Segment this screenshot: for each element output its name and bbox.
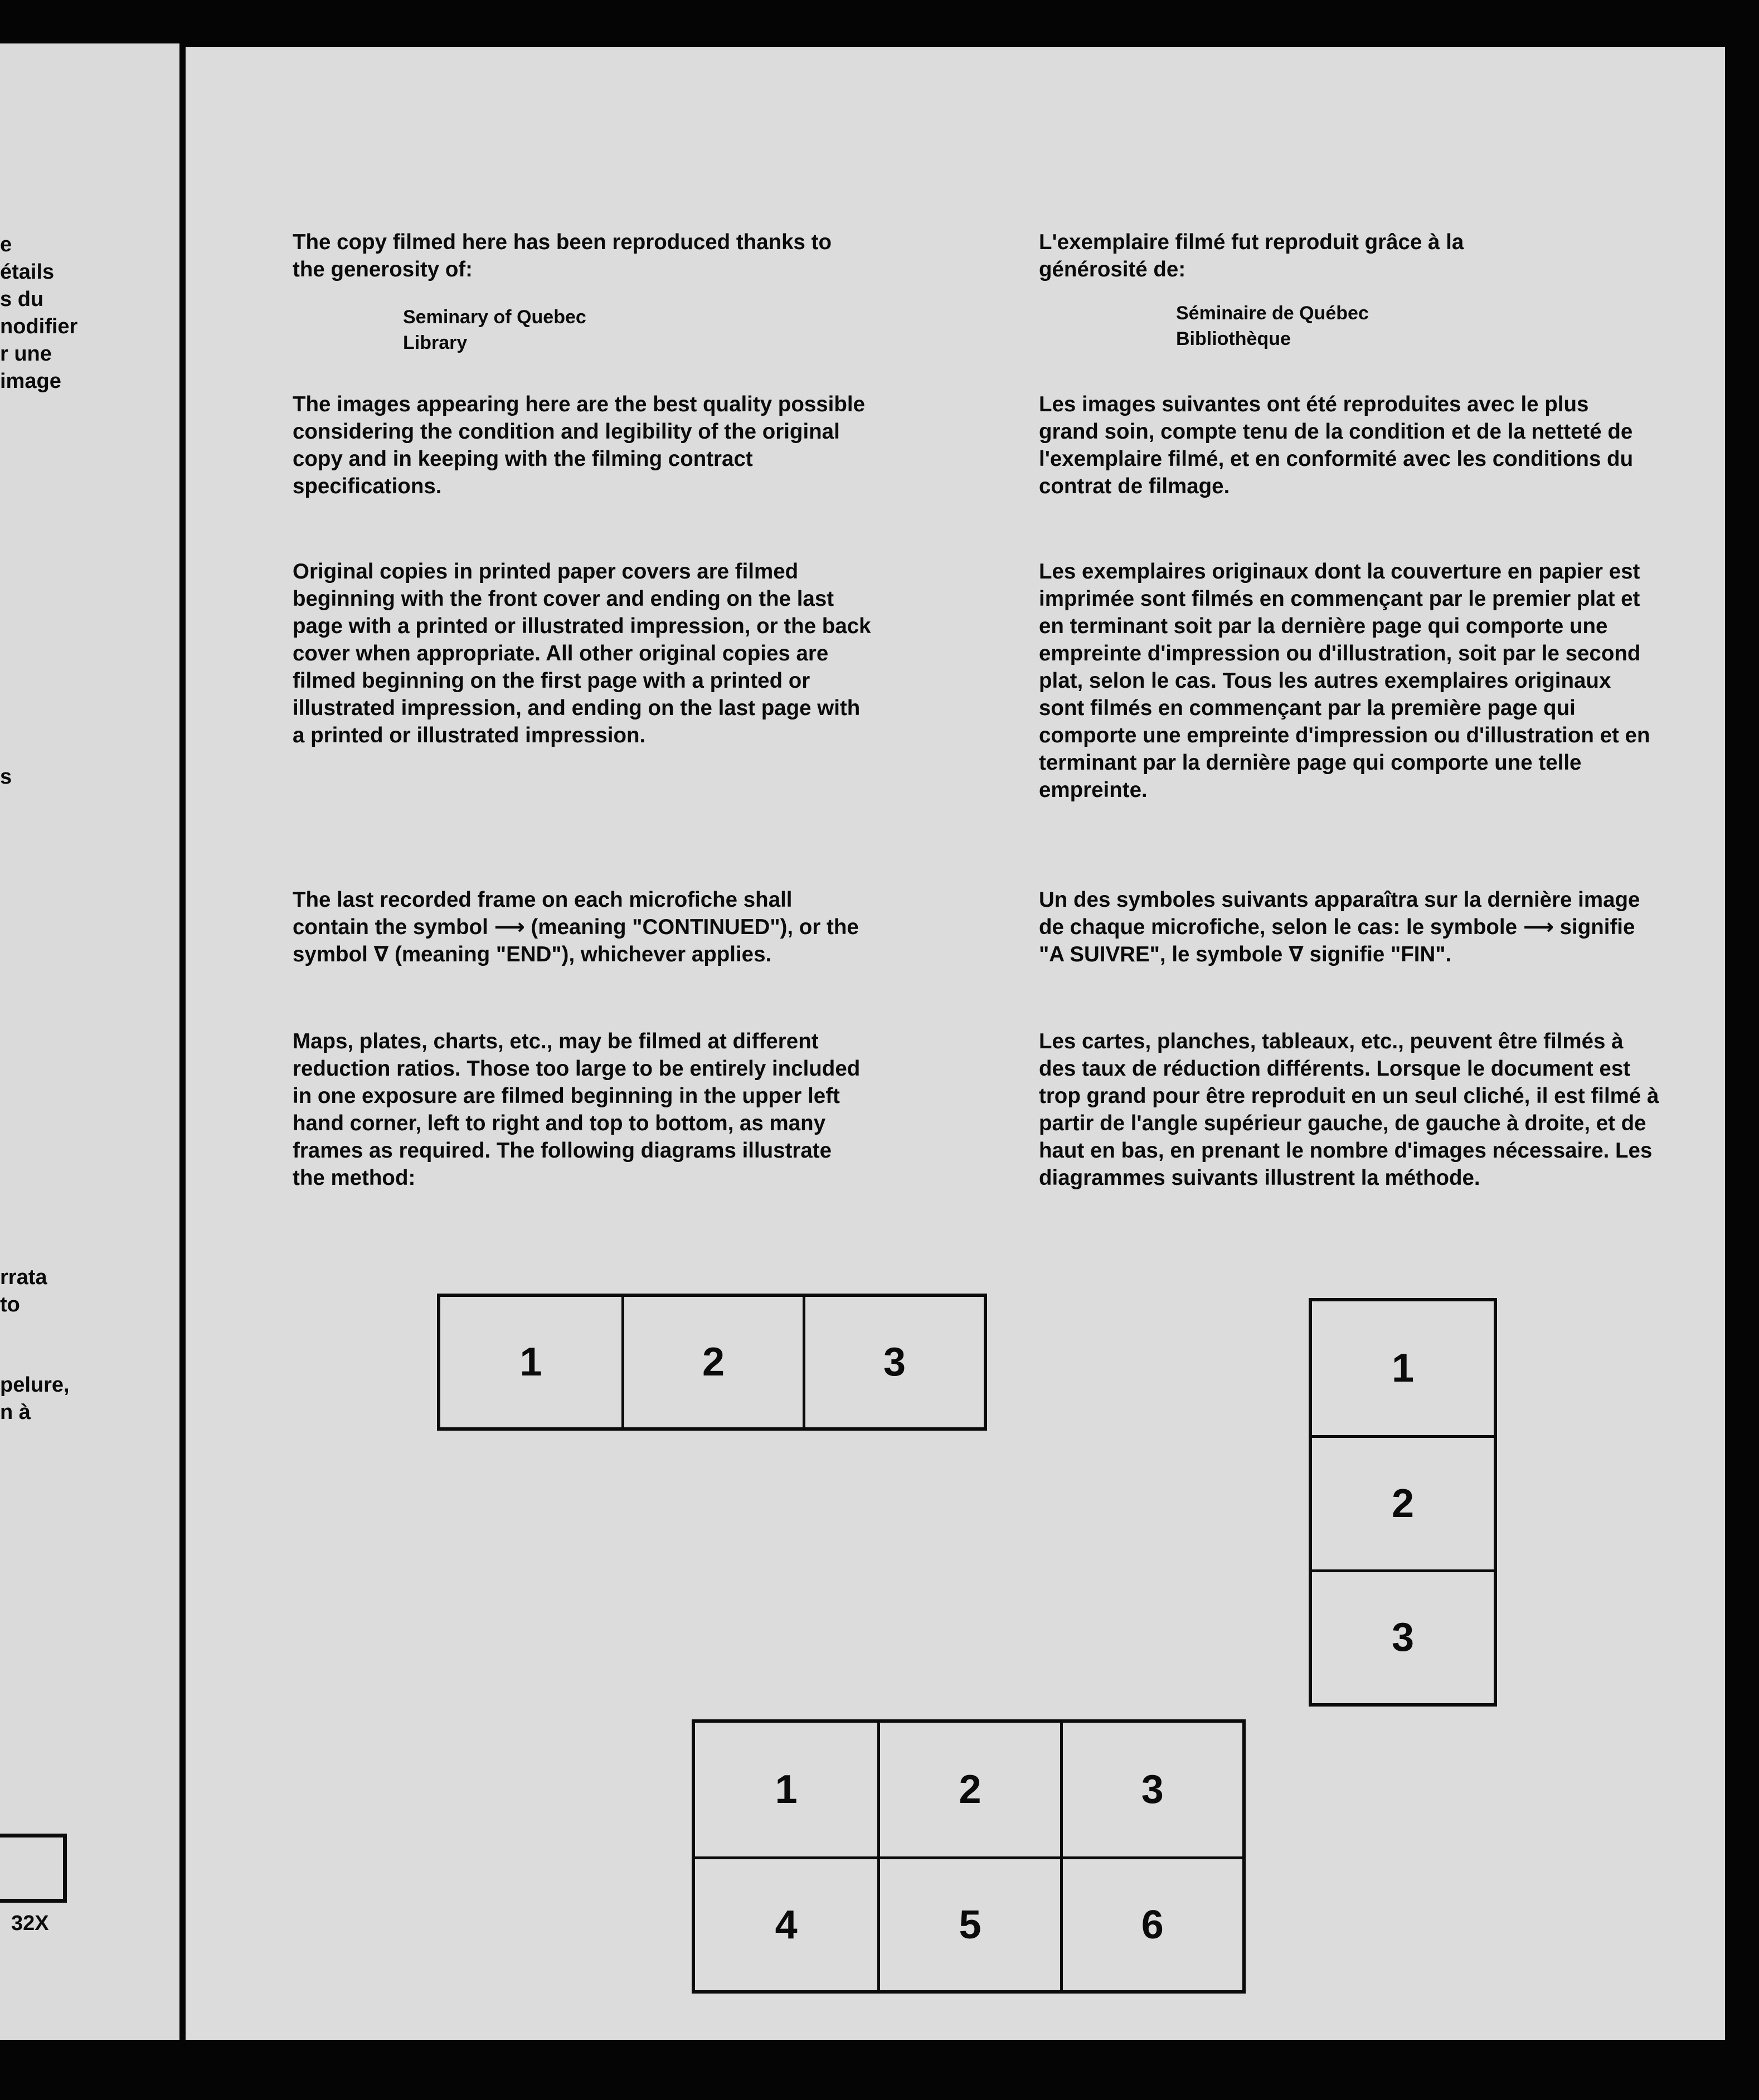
english-library [403, 304, 737, 356]
fragment-text: e [0, 233, 12, 256]
horizontal-frames-diagram [437, 1294, 987, 1431]
english-intro-text: The copy filmed here has been reproduced thanks to the generosity of: [293, 230, 832, 281]
frame-cell: 2 [877, 1723, 1060, 1856]
frame-cell: 2 [1312, 1435, 1494, 1569]
vertical-frames-diagram [1309, 1298, 1497, 1707]
fragment-text: to [0, 1293, 20, 1316]
frame-cell: 6 [1060, 1856, 1242, 1990]
fragment-text: n à [0, 1401, 31, 1424]
frame-cell: 1 [519, 1340, 542, 1384]
scale-label: 32X [11, 1912, 49, 1935]
fragment-text: nodifier [0, 315, 78, 338]
library-subname: Bibliothèque [1176, 328, 1291, 349]
paragraph-text: Original copies in printed paper covers are filmed beginning with the front cover and ending on the last page with a printed or illustrated impression, or the back cover when appropriate. All other original copies are filmed beginning on the first page with a printed or illustrated impression, and ending on the last page with a printed or illustrated impression. [293, 560, 871, 747]
paragraph-text: The last recorded frame on each microfiche shall contain the symbol ⟶ (meaning "CONTINUED"), or the symbol ∇ (meaning "END"), whichever applies. [293, 888, 859, 966]
frame-cell: 3 [1312, 1569, 1494, 1703]
paragraph-text: Les cartes, planches, tableaux, etc., peuvent être filmés à des taux de réduction différents. Lorsque le document est trop grand pour être reproduit en un seul cliché, il est filmé à partir de l'angle supérieur gauche, de gauche à droite, et de haut en bas, en prenant le nombre d'images nécessaire. Les diagrammes suivants illustrent la méthode. [1039, 1029, 1659, 1190]
frame-cell: 2 [621, 1297, 803, 1427]
french-library [1176, 300, 1510, 352]
english-intro [293, 229, 850, 283]
french-intro [1039, 229, 1574, 283]
fragment-text: r une [0, 342, 52, 366]
frame-cell: 1 [775, 1767, 798, 1812]
fragment-text: image [0, 370, 61, 393]
paragraph-text: Les images suivantes ont été reproduites avec le plus grand soin, compte tenu de la condition et de la netteté de l'exemplaire filmé, et en conformité avec les conditions du contrat de filmage. [1039, 392, 1634, 498]
frame-cell: 3 [803, 1297, 984, 1427]
english-maps-paragraph [293, 1028, 861, 1192]
frame-cell: 5 [877, 1856, 1060, 1990]
fragment-text: s [0, 765, 12, 789]
frame-cell: 3 [1060, 1723, 1242, 1856]
library-name: Seminary of Quebec [403, 307, 586, 328]
paragraph-text: Maps, plates, charts, etc., may be filmed at different reduction ratios. Those too large to be entirely included in one exposure are filmed beginning in the upper left hand corner, left to right and top to bottom, as many frames as required. The following diagrams illustrate the method: [293, 1029, 861, 1190]
english-original-copies-paragraph [293, 558, 872, 749]
paragraph-text: The images appearing here are the best quality possible considering the condition and legibility of the original copy and in keeping with the filming contract specifications. [293, 392, 865, 498]
paragraph-text: Un des symboles suivants apparaîtra sur la dernière image de chaque microfiche, selon le cas: le symbole ⟶ signifie "A SUIVRE", le symbole ∇ signifie "FIN". [1039, 888, 1640, 966]
fragment-text: étails [0, 260, 55, 284]
library-subname: Library [403, 332, 468, 353]
paragraph-text: Les exemplaires originaux dont la couverture en papier est imprimée sont filmés en commençant par le premier plat et en terminant soit par la dernière page qui comporte une empreinte d'impression ou d'illustration, soit par le second plat, selon le cas. Tous les autres exemplaires originaux sont filmés en commençant par la première page qui comporte une empreinte d'impression ou d'illustration et en terminant par la dernière page qui comporte une telle empreinte. [1039, 560, 1650, 802]
fragment-text: s du [0, 288, 44, 311]
fragment-text: rrata [0, 1266, 47, 1289]
grid-frames-diagram [692, 1719, 1246, 1994]
french-intro-text: L'exemplaire filmé fut reproduit grâce à la générosité de: [1039, 230, 1464, 281]
previous-page-edge [0, 43, 179, 2040]
library-name: Séminaire de Québec [1176, 303, 1369, 324]
english-symbols-paragraph [293, 886, 861, 968]
english-quality-paragraph [293, 391, 867, 500]
resolution-scale-box [0, 1834, 67, 1903]
french-symbols-paragraph [1039, 886, 1641, 968]
microfiche-notice-page [186, 47, 1725, 2040]
frame-cell: 1 [1391, 1346, 1415, 1391]
frame-cell: 4 [695, 1856, 877, 1990]
french-quality-paragraph [1039, 391, 1641, 500]
fragment-text: pelure, [0, 1373, 70, 1397]
french-original-copies-paragraph [1039, 558, 1658, 804]
french-maps-paragraph [1039, 1028, 1663, 1192]
